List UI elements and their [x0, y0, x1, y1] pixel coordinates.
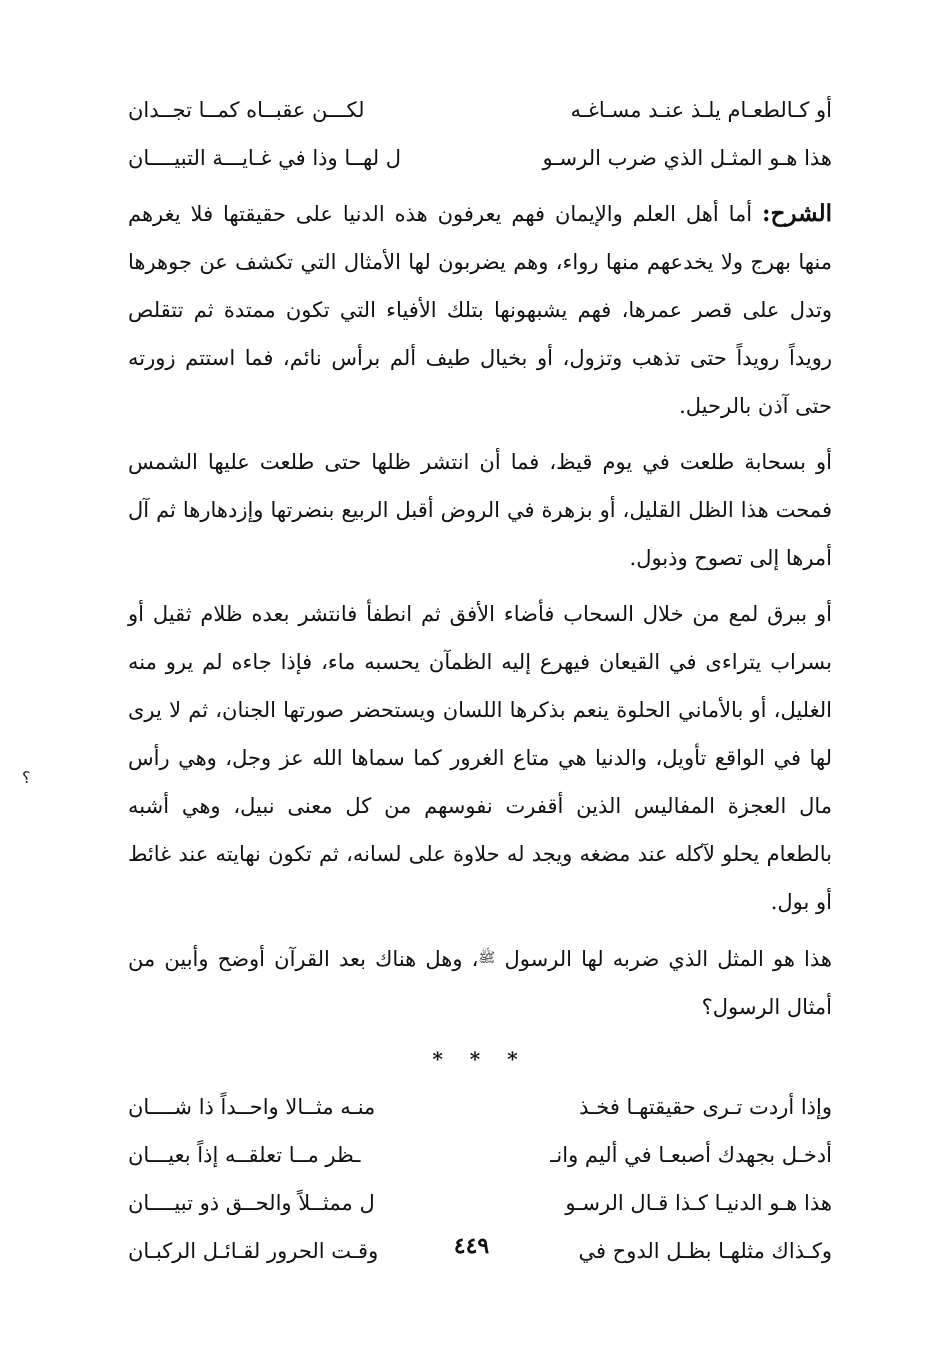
verse-line: [128, 1083, 832, 1131]
page-content: [128, 86, 832, 1275]
verse-first-hemistich: أدخـل بجهدك أصبعـا في أليم وانـ: [550, 1143, 832, 1167]
verse-first-hemistich: أو كـالطعـام يلـذ عنـد مسـاغـه: [570, 98, 832, 122]
commentary-label: الشرح:: [762, 200, 832, 227]
verse-first-hemistich: وإذا أردت تـرى حقيقتهـا فخـذ: [579, 1095, 832, 1119]
body-paragraph: [128, 934, 832, 1031]
verse-second-hemistich: ـظر مــا تعلقــه إذاً بعيـــان: [128, 1143, 361, 1167]
verse-second-hemistich: لكـــن عقبــاه كمــا تجــدان: [128, 98, 365, 122]
verse-first-hemistich: وكـذاك مثلهـا بظـل الدوح في: [578, 1239, 832, 1263]
verse-second-hemistich: ل ممثــلاً والحــق ذو تبيــــان: [128, 1191, 375, 1215]
poem-top: [128, 86, 832, 182]
verse-line: [128, 134, 832, 182]
verse-second-hemistich: منـه مثــالا واحــداً ذا شــــان: [128, 1095, 376, 1119]
paragraph-text: هذا هو المثل الذي ضربه لها الرسول: [495, 947, 832, 971]
margin-mark: ؟: [22, 768, 31, 787]
body-paragraph: [128, 438, 832, 582]
section-separator: * * *: [432, 1047, 528, 1071]
paragraph-text: أو بسحابة طلعت في يوم قيظ، فما أن انتشر ظلها حتى طلعت عليها الشمس فمحت هذا الظل القليل، أو بزهرة في الروض أقبل الربيع بنضرتها وإزدهارها ثم آل أمرها إلى تصوح وذبول.: [128, 450, 832, 570]
verse-line: [128, 86, 832, 134]
paragraph-text: ، وهل هناك بعد القرآن أوضح وأبين من أمثال الرسول؟: [128, 947, 832, 1019]
paragraph-text: أما أهل العلم والإيمان فهم يعرفون هذه الدنيا على حقيقتها فلا يغرهم منها بهرج ولا يخدعهم منها رواء، وهم يضربون لها الأمثال التي تكشف عن جوهرها وتدل على قصر عمرها، فهم يشبهونها بتلك الأفياء التي تكون ممتدة ثم تتقلص رويداً رويداً حتى تذهب وتزول، أو بخيال طيف ألم برأس نائم، فما استتم زورته حتى آذن بالرحيل.: [128, 202, 832, 418]
verse-first-hemistich: هذا هـو الدنيـا كـذا قـال الرسـو: [565, 1191, 832, 1215]
honorific-symbol: ﷺ: [478, 950, 496, 966]
verse-first-hemistich: هذا هـو المثـل الذي ضرب الرسـو: [542, 146, 832, 170]
page-number: ٤٤٩: [453, 1233, 490, 1259]
verse-second-hemistich: وقـت الحرور لقـائـل الركبـان: [128, 1239, 379, 1263]
commentary-paragraph: [128, 190, 832, 430]
paragraph-text: أو ببرق لمع من خلال السحاب فأضاء الأفق ثم انطفأ فانتشر بعده ظلام ثقيل أو بسراب يتراءى في القيعان فيهرع إليه الظمآن يحسبه ماء، فإذا جاءه لم يرو منه الغليل، أو بالأماني الحلوة ينعم بذكرها اللسان ويستحضر صورتها الجنان، ثم لا يرى لها في الواقع تأويل، والدنيا هي متاع الغرور كما سماها الله عز وجل، وهي رأس مال العجزة المفاليس الذين أقفرت نفوسهم من كل معنى نبيل، وهي أشبه بالطعام يحلو لآكله عند مضغه ويجد له حلاوة على لسانه، ثم تكون نهايته عند غائط أو بول.: [128, 602, 832, 914]
verse-line: [128, 1179, 832, 1227]
verse-second-hemistich: ل لهــا وذا في غـايـــة التبيــــان: [128, 146, 402, 170]
verse-line: [128, 1131, 832, 1179]
body-paragraph: [128, 590, 832, 926]
